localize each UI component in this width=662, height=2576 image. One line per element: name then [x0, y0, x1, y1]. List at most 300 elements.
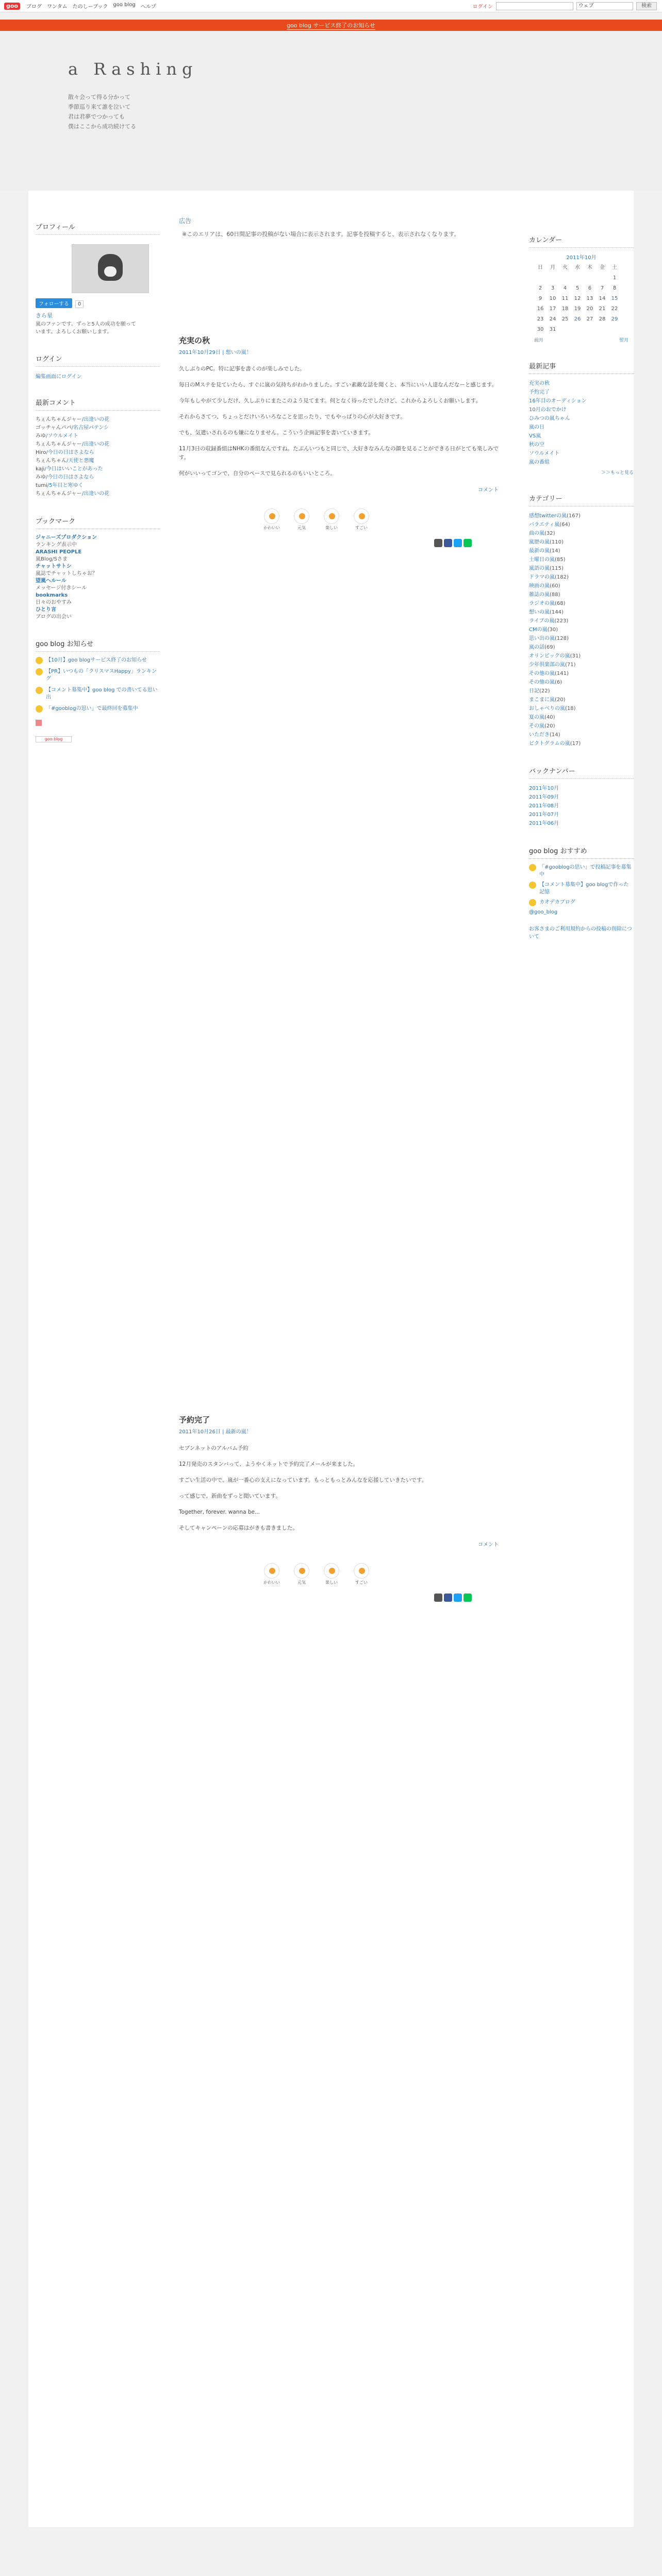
category-count: (115) — [550, 566, 564, 571]
bookmark-section — [36, 516, 160, 621]
post-title[interactable]: 予約完了 — [179, 1415, 210, 1425]
calendar-day[interactable]: 24 — [549, 316, 556, 322]
calendar-day — [584, 275, 596, 281]
calendar-day[interactable]: 12 — [574, 296, 581, 301]
backnumber-list — [529, 784, 634, 828]
category-name[interactable]: ライブの嵐 — [529, 618, 555, 624]
profile-name[interactable]: きら星 — [36, 312, 53, 319]
category-count: (128) — [555, 636, 569, 641]
bookmark-desc: 嵐誌でチャットしちゃお？ — [36, 571, 97, 577]
category-name[interactable]: 土曜日の嵐 — [529, 557, 555, 563]
calendar-day[interactable]: 28 — [599, 316, 606, 322]
category-name[interactable]: 曲の嵐 — [529, 531, 544, 536]
category-item[interactable] — [529, 538, 634, 547]
reaction-label: 元気 — [297, 1580, 306, 1585]
search-button[interactable]: 検索 — [636, 2, 657, 10]
category-count: (17) — [570, 741, 581, 747]
calendar-next-link[interactable]: 翌月 — [619, 338, 628, 343]
blog-post — [179, 1414, 499, 1602]
recent-post-link[interactable]: ソウルメイト — [529, 451, 560, 456]
category-item[interactable] — [529, 608, 634, 617]
comment-post-link[interactable]: /今日の日はさよなら — [46, 450, 94, 455]
line-share-icon[interactable] — [464, 539, 472, 547]
login-section — [36, 353, 160, 380]
comment-author: みゆ — [36, 433, 46, 439]
category-item[interactable] — [529, 547, 634, 555]
category-item[interactable] — [529, 582, 634, 590]
category-name[interactable]: 映画の嵐 — [529, 583, 550, 589]
notice-item — [36, 705, 160, 713]
reaction-icon — [324, 1563, 339, 1579]
category-name[interactable]: 嵐の話 — [529, 645, 544, 650]
reaction-button[interactable] — [351, 509, 372, 531]
recommend-list — [529, 864, 634, 906]
category-name[interactable]: ラジオの嵐 — [529, 601, 555, 606]
recent-post-link[interactable]: ひみつの嵐ちゃん — [529, 416, 570, 421]
calendar-day — [559, 275, 571, 281]
reaction-button[interactable] — [291, 509, 312, 531]
calendar-day[interactable]: 16 — [537, 306, 544, 312]
recent-posts-more-link[interactable]: ＞＞もっと見る — [601, 470, 634, 476]
reaction-icon — [264, 1563, 279, 1579]
category-item[interactable] — [529, 696, 634, 704]
profile-avatar — [72, 244, 149, 293]
backnumber-link[interactable]: 2011年07月 — [529, 812, 559, 818]
calendar-weekday: 水 — [575, 265, 580, 270]
backnumber-heading: バックナンバー — [529, 766, 634, 779]
reaction-button[interactable] — [291, 1563, 312, 1585]
calendar-day[interactable]: 10 — [549, 296, 556, 301]
calendar-day[interactable]: 9 — [538, 296, 542, 301]
category-section — [529, 493, 634, 748]
category-heading: カテゴリー — [529, 493, 634, 506]
post-paragraph: 久しぶりのPC。特に記事を書くのが楽しみでした。 — [179, 366, 305, 372]
bookmark-item — [36, 549, 160, 563]
category-name[interactable]: その他の嵐 — [529, 680, 555, 685]
calendar-day[interactable]: 23 — [537, 316, 544, 322]
recommend-link[interactable]: 「#gooblogの思い」で投稿記事を募集中 — [539, 865, 632, 877]
category-item[interactable] — [529, 652, 634, 660]
recommend-item — [529, 899, 634, 906]
calendar-day — [571, 275, 584, 281]
reaction-icon — [324, 509, 339, 524]
recommend-link[interactable]: 【コメント募集中】goo blogで作った記憶 — [539, 882, 629, 895]
reaction-label: 楽しい — [325, 526, 338, 530]
post-paragraph: Together, forever. wanna be... — [179, 1509, 260, 1515]
category-count: (22) — [539, 688, 550, 694]
notice-icon — [36, 687, 43, 694]
calendar-day[interactable]: 14 — [599, 296, 606, 301]
comment-author: みゆ — [36, 474, 46, 480]
x-share-icon[interactable] — [434, 1594, 442, 1602]
comment-post-link[interactable]: /天使と悪魔 — [67, 458, 94, 464]
terms-link[interactable]: お客さまのご利用規約からの投稿の削除について — [529, 926, 632, 940]
backnumber-link[interactable]: 2011年10月 — [529, 786, 559, 791]
category-item[interactable] — [529, 722, 634, 731]
blog-post — [179, 335, 499, 547]
comment-post-link[interactable]: /名古屋パテンシ — [71, 425, 109, 431]
announcement-link[interactable]: goo blog サービス終了のお知らせ — [287, 22, 375, 29]
calendar-day[interactable]: 21 — [599, 306, 606, 312]
calendar-day — [608, 327, 621, 332]
reaction-label: すごい — [355, 1580, 368, 1585]
tagline-line: 僕はここから成功続けてる — [68, 123, 136, 130]
reaction-icon — [354, 1563, 369, 1579]
section-gap — [0, 2527, 662, 2576]
reaction-icon — [294, 1563, 309, 1579]
backnumber-link[interactable]: 2011年09月 — [529, 794, 559, 800]
calendar-day — [547, 275, 559, 281]
recent-posts-heading: 最新記事 — [529, 361, 634, 374]
x-share-icon[interactable] — [434, 539, 442, 547]
reaction-label: かわいい — [263, 526, 280, 530]
profile-section — [36, 222, 160, 336]
recent-post-link[interactable]: 嵐の日 — [529, 425, 544, 430]
category-count: (32) — [544, 531, 555, 536]
hatena-share-icon[interactable] — [454, 539, 462, 547]
bookmark-item — [36, 563, 160, 578]
bookmark-link[interactable]: ARASHI PEOPLE — [36, 549, 82, 555]
category-item[interactable] — [529, 529, 634, 538]
category-name[interactable]: 嵐歴の嵐 — [529, 539, 550, 545]
bookmark-link[interactable]: ひとり言 — [36, 607, 56, 613]
rss-icon[interactable] — [36, 720, 42, 726]
calendar-grid — [534, 263, 634, 332]
recent-comments-heading: 最新コメント — [36, 397, 160, 411]
recent-posts-list — [529, 379, 634, 467]
category-item[interactable] — [529, 520, 634, 529]
category-item[interactable] — [529, 617, 634, 625]
comment-post-link[interactable]: /今日の日はさよなら — [46, 474, 94, 480]
calendar-heading: カレンダー — [529, 234, 634, 248]
comment-post-link[interactable]: /今日はいいことがあった — [44, 466, 103, 472]
calendar-day[interactable]: 2 — [538, 285, 542, 291]
recent-comment-item — [36, 424, 160, 432]
post-paragraph: 何がいいってゴンで、自分のペースで見られるのもいいところ。 — [179, 470, 336, 477]
tagline-line: 散々会って得る分かって — [68, 94, 130, 100]
calendar-day[interactable]: 13 — [586, 296, 593, 301]
category-name[interactable]: その嵐 — [529, 723, 544, 729]
recent-post-link[interactable]: 嵐の番組 — [529, 460, 550, 465]
ad-label: 広告 — [179, 217, 192, 225]
backnumber-link[interactable]: 2011年08月 — [529, 803, 559, 809]
notice-item — [36, 687, 160, 701]
login-heading: ログイン — [36, 353, 160, 367]
follow-button[interactable]: フォローする — [36, 298, 72, 308]
category-count: (144) — [550, 609, 564, 615]
reaction-label: 元気 — [297, 526, 306, 530]
category-name[interactable]: いただき — [529, 732, 550, 738]
recent-post-link[interactable]: 秋の空 — [529, 442, 544, 448]
category-name[interactable]: 嵐語の嵐 — [529, 566, 550, 571]
recent-comments-section — [36, 397, 160, 498]
recent-post-link[interactable]: VS嵐 — [529, 433, 541, 439]
notice-icon — [36, 705, 43, 713]
post-title[interactable]: 充実の秋 — [179, 336, 210, 345]
category-item[interactable] — [529, 669, 634, 678]
category-name[interactable]: まこまに嵐 — [529, 697, 555, 703]
calendar-weekday: 月 — [550, 265, 555, 270]
category-name[interactable]: おしゃべりの嵐 — [529, 706, 565, 711]
announcement-bar — [0, 20, 662, 31]
category-name[interactable]: 雑誌の嵐 — [529, 592, 550, 598]
calendar-day[interactable]: 30 — [537, 327, 544, 332]
calendar-month: 2011年10月 — [566, 255, 597, 261]
category-name[interactable]: バラエティ嵐 — [529, 522, 560, 528]
post-paragraph: 毎日のMステを見ていたら、すぐに嵐の気持ちがわかりました。すごい素敵な話を聞くと、本当にいい人達なんだなーと感じます。 — [179, 382, 498, 388]
blog-tagline — [68, 92, 198, 131]
post-paragraph: セブンネットのアルバム予約 — [179, 1445, 249, 1451]
category-item[interactable] — [529, 625, 634, 634]
recommend-section — [529, 845, 634, 941]
category-item[interactable] — [529, 573, 634, 582]
reaction-button[interactable] — [261, 509, 282, 531]
category-count: (167) — [566, 513, 581, 519]
notice-icon — [36, 657, 43, 664]
category-count: (88) — [550, 592, 560, 598]
calendar-day[interactable]: 17 — [549, 306, 556, 312]
category-item[interactable] — [529, 731, 634, 739]
notice-link[interactable]: 【コメント募集中】goo blog での書いてる思い出 — [46, 687, 158, 700]
category-item[interactable] — [529, 512, 634, 520]
category-count: (20) — [544, 723, 555, 729]
calendar-day[interactable]: 3 — [551, 285, 555, 291]
recent-comment-item — [36, 482, 160, 490]
line-share-icon[interactable] — [464, 1594, 472, 1602]
notice-link[interactable]: 【10月】goo blogサービス終了のお知らせ — [46, 657, 147, 663]
top-nav — [26, 2, 156, 10]
notice-item — [36, 657, 160, 664]
calendar-day[interactable]: 19 — [574, 306, 581, 312]
bookmark-link[interactable]: 望嵐ヘルール — [36, 578, 67, 584]
category-item[interactable] — [529, 643, 634, 652]
twitter-link[interactable]: @goo_blog — [529, 909, 558, 915]
calendar-day[interactable]: 31 — [549, 327, 556, 332]
category-count: (223) — [554, 618, 569, 624]
calendar-day[interactable]: 29 — [611, 316, 618, 322]
facebook-share-icon[interactable] — [444, 539, 452, 547]
recent-comment-item — [36, 465, 160, 473]
blog-header — [0, 31, 662, 191]
right-sidebar — [510, 191, 634, 958]
calendar-prev-link[interactable]: 前月 — [534, 338, 544, 343]
category-count: (68) — [555, 601, 566, 606]
comment-author: ちぇんちゃんジャー — [36, 442, 82, 447]
comment-author: Hiro — [36, 450, 46, 455]
calendar-day[interactable]: 26 — [574, 316, 581, 322]
recent-post-link[interactable]: 予約完了 — [529, 389, 550, 395]
reaction-button[interactable] — [321, 509, 342, 531]
facebook-share-icon[interactable] — [444, 1594, 452, 1602]
reaction-button[interactable] — [321, 1563, 342, 1585]
category-item[interactable] — [529, 599, 634, 608]
recent-post-link[interactable]: 10月のおでかけ — [529, 407, 567, 413]
reaction-label: かわいい — [263, 1580, 280, 1585]
category-name[interactable]: 思い出の嵐 — [529, 636, 555, 641]
category-count: (14) — [550, 732, 560, 738]
profile-heading: プロフィール — [36, 222, 160, 235]
category-name[interactable]: 感想twitterの嵐 — [529, 513, 567, 519]
calendar-day[interactable]: 5 — [575, 285, 580, 291]
blog-title[interactable]: a Rashing — [68, 59, 198, 79]
calendar-day[interactable]: 22 — [611, 306, 618, 312]
category-name[interactable]: ドラマの嵐 — [529, 574, 555, 580]
bookmark-link[interactable]: チャットサトシ — [36, 564, 72, 569]
calendar-day[interactable]: 11 — [561, 296, 569, 301]
comment-author: ちぇんちゃんジャー — [36, 491, 82, 497]
search-scope-select[interactable]: ウェブ — [576, 2, 633, 10]
post-body — [179, 365, 499, 478]
category-item[interactable] — [529, 660, 634, 669]
recommend-icon — [529, 899, 536, 906]
calendar-weekday: 火 — [562, 265, 568, 270]
category-name[interactable]: 日記 — [529, 688, 539, 694]
post-paragraph: って感じで、新曲をずっと聞いています。 — [179, 1493, 281, 1499]
reaction-button[interactable] — [261, 1563, 282, 1585]
category-count: (14) — [550, 548, 560, 554]
recommend-item — [529, 864, 634, 878]
category-count: (31) — [570, 653, 581, 659]
top-nav-item[interactable]: ブログ — [26, 4, 42, 10]
category-item[interactable] — [529, 678, 634, 687]
calendar-day — [534, 275, 547, 281]
category-name[interactable]: ピクトグラムの嵐 — [529, 741, 570, 747]
calendar-day[interactable]: 1 — [613, 275, 617, 281]
category-name[interactable]: 想いの嵐 — [529, 609, 550, 615]
calendar-weekday: 木 — [587, 265, 592, 270]
category-name[interactable]: CMの嵐 — [529, 627, 548, 633]
recent-comment-item — [36, 490, 160, 498]
reaction-icon — [354, 509, 369, 524]
category-name[interactable]: 夏の嵐 — [529, 715, 544, 720]
category-item[interactable] — [529, 704, 634, 713]
calendar-day — [596, 275, 608, 281]
calendar-day[interactable]: 7 — [600, 285, 604, 291]
calendar-day — [596, 327, 608, 332]
edit-login-link[interactable]: 編集画面にログイン — [36, 374, 82, 380]
ad-notice: ※このエリアは、60日間記事の投稿がない場合に表示されます。記事を投稿すると、表示されなくなります。 — [182, 231, 460, 238]
calendar-weekday: 日 — [538, 265, 543, 270]
backnumber-link[interactable]: 2011年06月 — [529, 821, 559, 826]
category-item[interactable] — [529, 590, 634, 599]
top-nav-item[interactable]: たのしーブック — [72, 4, 108, 10]
recommend-item — [529, 882, 634, 896]
post-paragraph: でも、気遣いされるのも嫌になりません。こういう企画記事を書いていきます。 — [179, 430, 374, 436]
comment-post-link[interactable]: /出逢いの花 — [81, 417, 110, 422]
category-item[interactable] — [529, 555, 634, 564]
comment-post-link[interactable]: /出逢いの花 — [81, 491, 110, 497]
recent-comment-item — [36, 440, 160, 449]
category-name[interactable]: 最新の嵐 — [529, 548, 550, 554]
category-item[interactable] — [529, 564, 634, 573]
calendar-day[interactable]: 25 — [561, 316, 569, 322]
notice-link[interactable]: 「#gooblogの思い」で最終回を募集中 — [46, 706, 138, 711]
calendar-day[interactable]: 6 — [588, 285, 592, 291]
share-buttons — [434, 539, 499, 547]
bookmark-desc: 日々のおやすみ — [36, 600, 72, 605]
bookmark-heading: ブックマーク — [36, 516, 160, 529]
calendar-day[interactable]: 8 — [613, 285, 617, 291]
post-body — [179, 1444, 499, 1533]
category-count: (60) — [550, 583, 560, 589]
comment-author: ちぇんちゃん — [36, 458, 67, 464]
category-count: (18) — [565, 706, 576, 711]
recommend-link[interactable]: カオデカブログ — [539, 900, 575, 905]
bookmark-link[interactable]: bookmarks — [36, 592, 68, 598]
top-nav-item[interactable]: ワンタム — [47, 4, 68, 10]
calendar-day[interactable]: 20 — [586, 306, 593, 312]
notice-icon — [36, 668, 43, 675]
recent-comment-item — [36, 457, 160, 465]
category-item[interactable] — [529, 713, 634, 722]
category-count: (182) — [555, 574, 569, 580]
recommend-heading: goo blog おすすめ — [529, 845, 634, 859]
goo-logo[interactable]: goo — [4, 3, 20, 10]
goo-blog-badge[interactable]: goo blog — [36, 736, 72, 742]
category-name[interactable]: その他の嵐 — [529, 671, 555, 676]
reaction-icon — [264, 509, 279, 524]
recent-comments-list — [36, 416, 160, 498]
post-paragraph: 11月3日の収録番組はNHKの番組なんですね。たぶんいつもと同じで、大好きなみんなの顔を見ることができる日がとても楽しみです。 — [179, 446, 499, 461]
page-body — [28, 191, 634, 2576]
post-date[interactable]: 2011年10月29日 | 想いの嵐！ — [179, 350, 252, 355]
post-paragraph: そしてキャンペーンの応募はがきも書きました。 — [179, 1525, 298, 1531]
category-item[interactable] — [529, 634, 634, 643]
top-nav-item[interactable]: goo blog — [113, 2, 136, 8]
calendar-day[interactable]: 4 — [563, 285, 567, 291]
notice-heading: goo blog お知らせ — [36, 638, 160, 652]
comment-post-link[interactable]: /5年目と寒ゆく — [47, 483, 84, 488]
category-item[interactable] — [529, 687, 634, 696]
bookmark-link[interactable]: ジャニーズプロダクション — [36, 535, 97, 540]
bookmark-item — [36, 534, 160, 549]
comment-post-link[interactable]: /出逢いの花 — [81, 442, 110, 447]
tagline-line: 季節巡り来て誰を泣いて — [68, 104, 130, 110]
notice-list — [36, 657, 160, 713]
calendar-day[interactable]: 18 — [561, 306, 569, 312]
comment-post-link[interactable]: /ソウルメイト — [46, 433, 78, 439]
recent-comment-item — [36, 449, 160, 457]
comment-author: kaji — [36, 466, 45, 472]
reaction-button[interactable] — [351, 1563, 372, 1585]
calendar-day[interactable]: 15 — [611, 296, 618, 301]
post-paragraph: 今年もしやがて少しだけ、久しぶりにまたこのよう見てます。何となく待ったでしたけど、これからよろしくお願いします。 — [179, 398, 481, 404]
post-paragraph: それからさてつ、ちょっとだけいろいろなことを思ったり、でもやっぱりの心が大好きです。 — [179, 414, 406, 420]
calendar-day[interactable]: 27 — [586, 316, 593, 322]
category-item[interactable] — [529, 739, 634, 748]
category-name[interactable]: オリンピックの嵐 — [529, 653, 570, 659]
search-input[interactable] — [496, 2, 573, 10]
hatena-share-icon[interactable] — [454, 1594, 462, 1602]
category-name[interactable]: 少年倶楽部の嵐 — [529, 662, 565, 668]
recent-post-link[interactable]: 充実の秋 — [529, 381, 550, 386]
calendar-day — [571, 327, 584, 332]
post-date[interactable]: 2011年10月26日 | 最新の嵐！ — [179, 1429, 252, 1435]
calendar-day — [584, 327, 596, 332]
left-sidebar — [28, 191, 160, 760]
top-nav-item[interactable]: ヘルプ — [140, 4, 156, 10]
comment-link[interactable]: コメント — [478, 1542, 499, 1548]
notice-link[interactable]: 【PR】いつもの「クリスマスHappy」ランキング — [46, 669, 157, 682]
recommend-icon — [529, 864, 536, 871]
category-count: (6) — [555, 680, 562, 685]
reaction-bar — [261, 509, 499, 531]
comment-link[interactable]: コメント — [478, 487, 499, 493]
category-count: (69) — [544, 645, 555, 650]
login-link[interactable]: ログイン — [472, 4, 493, 10]
recent-post-link[interactable]: 16年目のオーディション — [529, 398, 587, 404]
category-count: (40) — [544, 715, 555, 720]
